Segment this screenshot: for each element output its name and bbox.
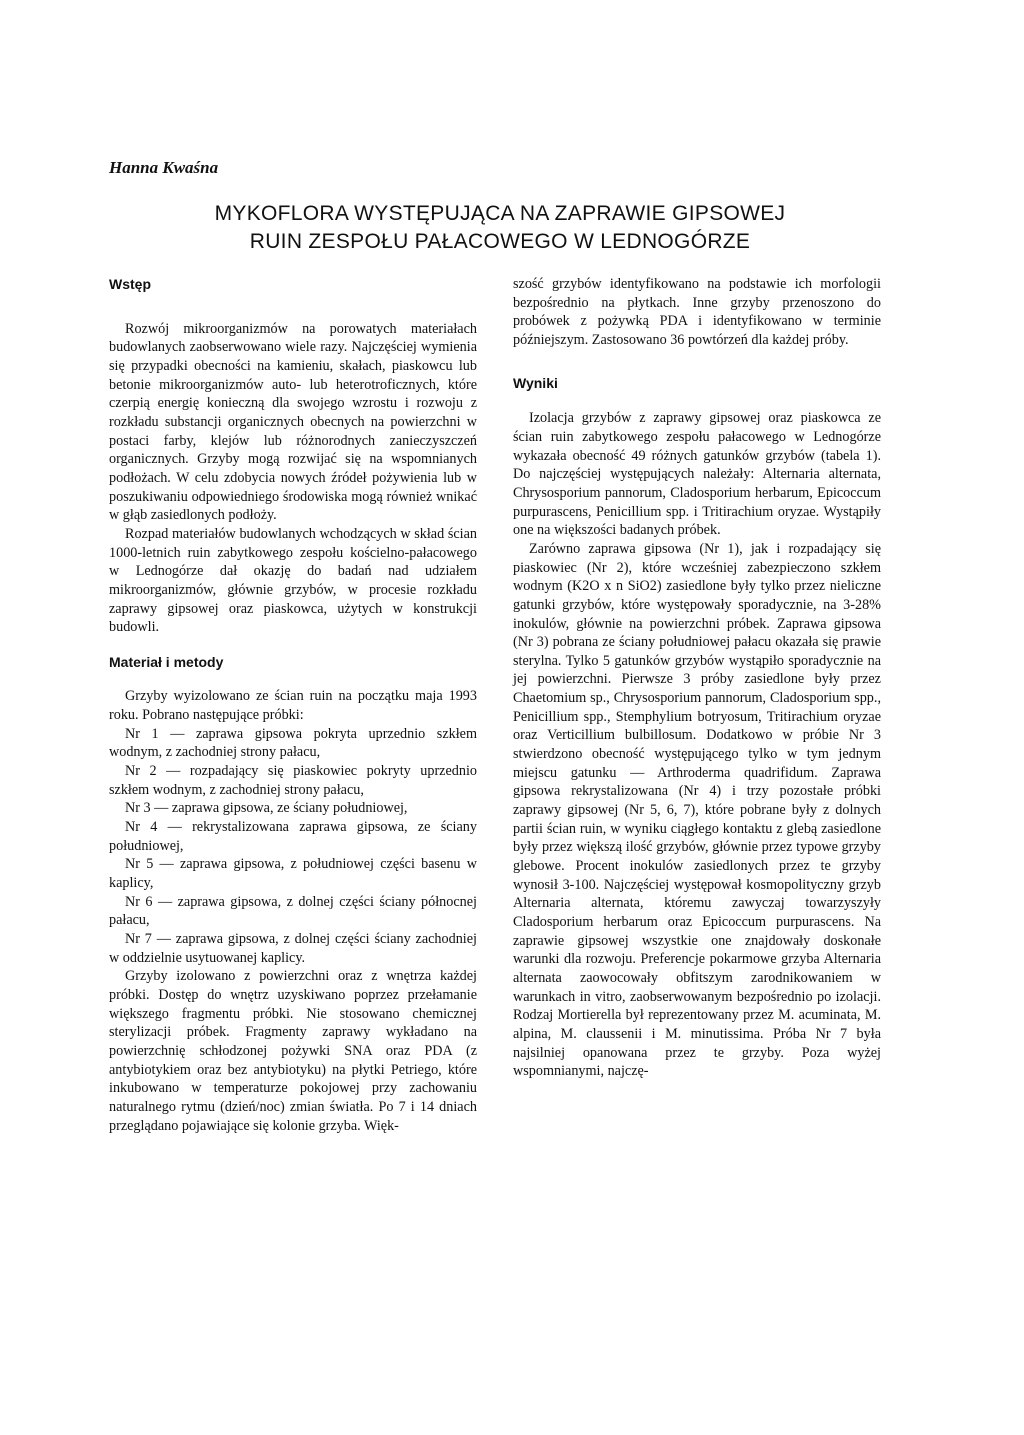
heading-results: Wyniki: [513, 374, 558, 391]
left-column: [109, 275, 477, 1135]
heading-materials-methods: Materiał i metody: [109, 653, 224, 670]
sample-item: Nr 7 — zaprawa gipsowa, z dolnej części ściany zachodniej w oddzielnie usytuowanej kaplicy.: [109, 931, 477, 966]
intro-paragraph-2: Rozpad materiałów budowlanych wchodzących w skład ścian 1000-letnich ruin zabytkowego zespołu kościelno-pałacowego w Lednogórze dał okazję do badań nad udziałem mikroorganizmów, głównie grzybów, w procesie rozkładu zaprawy gipsowej oraz piaskowca, użytych w konstrukcji budowli.: [109, 525, 477, 636]
article-title: [180, 200, 820, 256]
results-paragraph-1: Izolacja grzybów z zaprawy gipsowej oraz piaskowca ze ścian ruin zabytkowego zespołu pałacowego w Lednogórze wykazała obecność 49 różnych gatunków grzybów (tabela 1). Do najczęściej występujących należały: Alternaria alternata, Chrysosporium pannorum, Cladosporium herbarum, Epicoccum purpurascens, Penicillium spp. i Tritirachium oryzae. Wystąpiły one na większości badanych próbek.: [513, 410, 881, 539]
results-paragraph-2: Zarówno zaprawa gipsowa (Nr 1), jak i rozpadający się piaskowiec (Nr 2), które wcześniej zabezpieczono szkłem wodnym (K2O x n SiO2) zasiedlone były tylko przez nieliczne gatunki grzybów, które występowały sporadycznie, na 3-28% inokulów, głównie na powierzchni próbek. Zaprawa gipsowa (Nr 3) pobrana ze ściany południowej pałacu okazała się prawie sterylna. Tylko 5 gatunków grzybów wystąpiło sporadycznie na jej powierzchni. Pierwsze 3 próby zasiedlone były przez Chaetomium sp., Chrysosporium pannorum, Cladosporium spp., Penicillium spp., Stemphylium botryosum, Tritirachium oryzae oraz Verticillium bulbillosum. Dodatkowo w próbie Nr 3 stwierdzono obecność występującego tylko w tym jednym miejscu gatunku — Arthroderma quadrifidum. Zaprawa gipsowa rekrystalizowana (Nr 4) i trzy pozostałe próbki zaprawy gipsowej (Nr 5, 6, 7), które pobrane były z dolnych partii ścian ruin, w wyniku ciągłego kontaktu z glebą zasiedlone były przez większą ilość grzybów, głównie przez typowe grzyby glebowe. Procent inokulów zasiedlonych przez te grzyby wynosił 3-100. Najczęściej występował kosmopolityczny grzyb Alternaria alternata, któremu zawyczaj towarzyszyły Cladosporium herbarum oraz Epicoccum purpurascens. Na zaprawie gipsowej wszystkie one znajdowały doskonałe warunki dla rozwoju. Preferencje pokarmowe grzyba Alternaria alternata zaowocowały obfitszym zarodnikowaniem w warunkach in vitro, zaobserwowanym bezpośrednio po izolacji. Rodzaj Mortierella był reprezentowany przez M. acuminata, M. alpina, M. claussenii i M. minutissima. Próba Nr 7 była najsilniej opanowana przez te grzyby. Poza wyżej wspomnianymi, najczę-: [513, 540, 881, 1080]
heading-introduction: Wstęp: [109, 276, 151, 292]
spacer: [109, 312, 477, 320]
methods-paragraph-2: Grzyby izolowano z powierzchni oraz z wnętrza każdej próbki. Dostęp do wnętrz uzyskiwano poprzez przełamanie większego fragmentu próbki. Nie stosowano chemicznej sterylizacji próbek. Fragmenty zaprawy wykładano na powierzchnię schłodzonej pożywki SNA oraz PDA (z antybiotykiem oraz bez antybiotyku) na płytki Petriego, które inkubowano w temperaturze pokojowej przy zachowaniu naturalnego rytmu (dzień/noc) zmian światła. Po 7 i 14 dniach przeglądano pojawiające się kolonie grzyba. Więk-: [109, 968, 477, 1134]
sample-item: Nr 5 — zaprawa gipsowa, z południowej części basenu w kaplicy,: [109, 856, 477, 892]
right-column: [513, 275, 881, 1081]
sample-item: Nr 1 — zaprawa gipsowa pokryta uprzednio szkłem wodnym, z zachodniej strony pałacu,: [109, 725, 477, 761]
author: Hanna Kwaśna: [109, 158, 219, 177]
intro-paragraph-1: Rozwój mikroorganizmów na porowatych materiałach budowlanych zaobserwowano wiele razy. Najczęściej wymienia się przypadki obecności na kamieniu, skałach, piaskowcu lub betonie mikroorganizmów auto- lub heterotroficznych, które czerpią energię konieczną dla swojego wzrostu i rozwoju z rozkładu substancji organicznych obecnych na powierzchni w postaci farby, klejów lub różnorodnych zanieczyszczeń organicznych. Grzyby mogą rozwijać się na wspomnianych podłożach. W celu zdobycia nowych źródeł pożywienia lub w poszukiwaniu odpowiedniego środowiska mogą również wnikać w głąb zasiedlonych podłoży.: [109, 320, 477, 524]
methods-paragraph-3: szość grzybów identyfikowano na podstawie ich morfologii bezpośrednio na płytkach. Inne grzyby przenoszono do probówek z pożywką PDA i identyfikowano w terminie późniejszym. Zastosowano 36 powtórzeń dla każdej próby.: [513, 276, 881, 348]
title-line-2: RUIN ZESPOŁU PAŁACOWEGO W LEDNOGÓRZE: [249, 230, 751, 253]
title-line-1: MYKOFLORA WYSTĘPUJĄCA NA ZAPRAWIE GIPSOWEJ: [214, 202, 786, 225]
sample-item: Nr 2 — rozpadający się piaskowiec pokryty uprzednio szkłem wodnym, z zachodniej strony pałacu,: [109, 763, 477, 798]
sample-item: Nr 3 — zaprawa gipsowa, ze ściany południowej,: [125, 800, 408, 817]
methods-paragraph-1: Grzyby wyizolowano ze ścian ruin na początku maja 1993 roku. Pobrano następujące próbki:: [109, 688, 477, 724]
sample-item: Nr 6 — zaprawa gipsowa, z dolnej części ściany północnej pałacu,: [109, 893, 477, 929]
sample-item: Nr 4 — rekrystalizowana zaprawa gipsowa, ze ściany południowej,: [109, 819, 477, 854]
